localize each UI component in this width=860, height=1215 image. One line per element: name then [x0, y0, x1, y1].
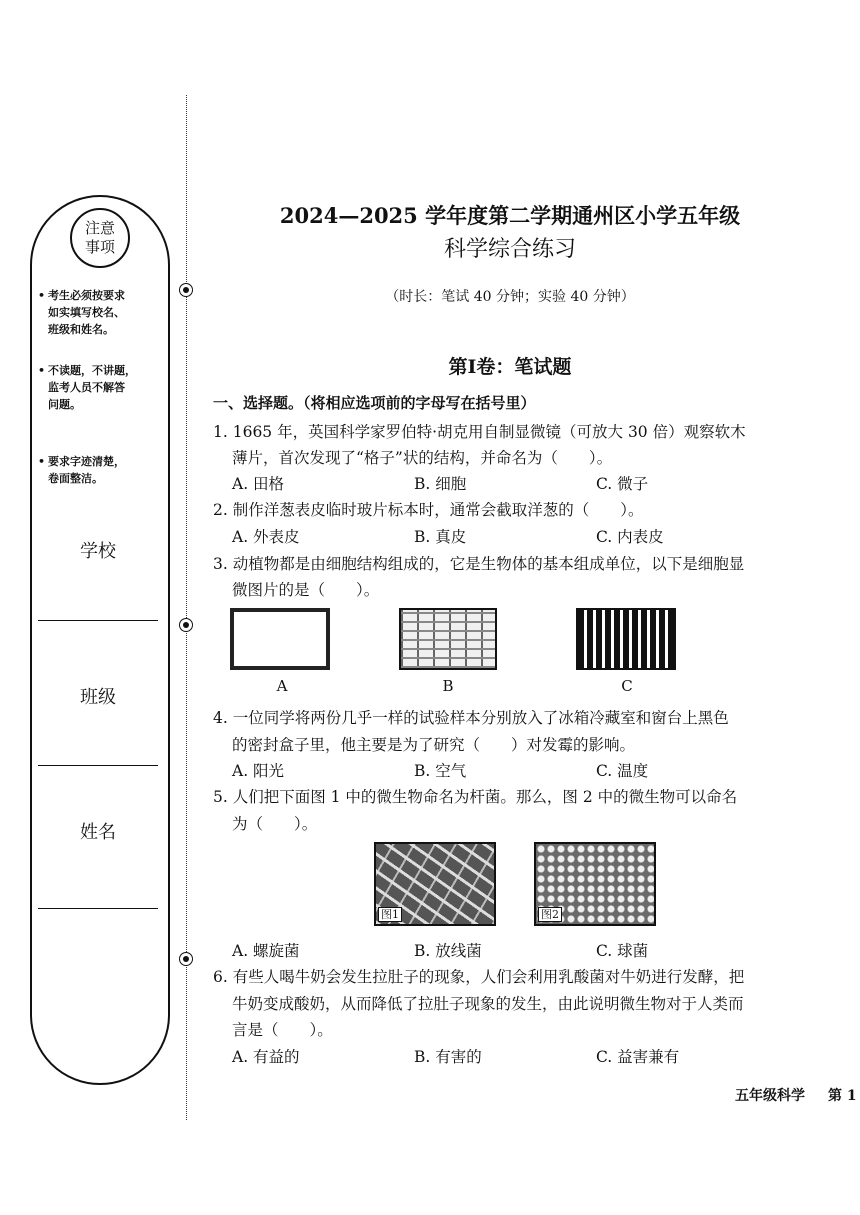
micrograph-a-image — [230, 608, 330, 670]
micrograph-b-image — [399, 608, 497, 670]
bullet: • — [38, 455, 46, 468]
notice-badge — [70, 208, 130, 268]
notice-title-line1: 注意 — [84, 219, 115, 237]
school-label: 学校 — [80, 541, 116, 562]
question-6-line-1: 6. 有些人喝牛奶会发生拉肚子的现象，人们会利用乳酸菌对牛奶进行发酵，把 — [213, 968, 745, 986]
class-field-line[interactable] — [38, 765, 158, 766]
image-label-c: C — [621, 677, 633, 695]
question-1-line-2: 薄片，首次发现了“格子”状的结构，并命名为（ ）。 — [232, 449, 613, 467]
micrograph-c-image — [576, 608, 676, 670]
note-line: 考生必须按要求 — [48, 289, 125, 302]
note-3 — [38, 453, 163, 487]
bullet: • — [38, 289, 46, 302]
q5-option-b: B. 放线菌 — [414, 942, 482, 960]
q1-option-a: A. 田格 — [232, 475, 285, 493]
figure-2-cocci-image — [534, 842, 656, 926]
question-3-line-1: 3. 动植物都是由细胞结构组成的，它是生物体的基本组成单位，以下是细胞显 — [213, 555, 745, 573]
note-1 — [38, 287, 163, 338]
binding-hole-icon — [179, 618, 193, 632]
q6-option-a: A. 有益的 — [232, 1048, 300, 1066]
q5-option-a: A. 螺旋菌 — [232, 942, 300, 960]
q1-option-c: C. 微子 — [596, 475, 649, 493]
q4-option-b: B. 空气 — [414, 762, 467, 780]
section-title: 第Ⅰ卷：笔试题 — [448, 356, 572, 378]
question-5-line-2: 为（ ）。 — [232, 815, 318, 833]
binding-hole-icon — [179, 283, 193, 297]
figure-2-tag: 图2 — [538, 907, 562, 922]
q2-option-a: A. 外表皮 — [232, 528, 300, 546]
note-line: 班级和姓名。 — [48, 323, 114, 336]
image-label-a: A — [276, 677, 288, 695]
image-label-b: B — [442, 677, 454, 695]
class-label: 班级 — [80, 687, 116, 708]
note-line: 监考人员不解答 — [48, 381, 125, 394]
figure-1-bacilli-image — [374, 842, 496, 926]
notice-title-line2: 事项 — [84, 238, 115, 256]
q4-option-c: C. 温度 — [596, 762, 649, 780]
note-line: 卷面整洁。 — [48, 472, 103, 485]
question-4-line-1: 4. 一位同学将两份几乎一样的试验样本分别放入了冰箱冷藏室和窗台上黑色 — [213, 709, 729, 727]
exam-title: 2024—2025 学年度第二学期通州区小学五年级 — [279, 203, 741, 228]
question-4-line-2: 的密封盒子里，他主要是为了研究（ ）对发霉的影响。 — [232, 736, 636, 754]
q6-option-b: B. 有害的 — [414, 1048, 482, 1066]
name-label: 姓名 — [80, 822, 116, 843]
footer-page-number: 第 1 — [828, 1088, 857, 1104]
bullet: • — [38, 364, 46, 377]
q2-option-c: C. 内表皮 — [596, 528, 664, 546]
q5-option-c: C. 球菌 — [596, 942, 649, 960]
question-3-line-2: 微图片的是（ ）。 — [232, 581, 380, 599]
q4-option-a: A. 阳光 — [232, 762, 285, 780]
part-heading: 一、选择题。（将相应选项前的字母写在括号里） — [213, 394, 536, 412]
footer-subject: 五年级科学 — [735, 1088, 805, 1104]
q1-option-b: B. 细胞 — [414, 475, 467, 493]
question-6-line-3: 言是（ ）。 — [232, 1021, 333, 1039]
q6-option-c: C. 益害兼有 — [596, 1048, 680, 1066]
note-2 — [38, 362, 163, 413]
question-1-line-1: 1. 1665 年，英国科学家罗伯特·胡克用自制显微镜（可放大 30 倍）观察软木 — [213, 423, 746, 441]
note-line: 不读题，不讲题， — [48, 364, 136, 377]
figure-1-tag: 图1 — [378, 907, 402, 922]
question-5-line-1: 5. 人们把下面图 1 中的微生物命名为杆菌。那么，图 2 中的微生物可以命名 — [213, 788, 738, 806]
binding-hole-icon — [179, 952, 193, 966]
note-line: 如实填写校名、 — [48, 306, 125, 319]
note-line: 问题。 — [48, 398, 81, 411]
note-line: 要求字迹清楚， — [48, 455, 125, 468]
name-field-line[interactable] — [38, 908, 158, 909]
question-6-line-2: 牛奶变成酸奶，从而降低了拉肚子现象的发生，由此说明微生物对于人类而 — [232, 995, 744, 1013]
school-field-line[interactable] — [38, 620, 158, 621]
exam-duration: （时长：笔试 40 分钟；实验 40 分钟） — [385, 289, 635, 305]
binding-dotted-line — [186, 95, 187, 1120]
q2-option-b: B. 真皮 — [414, 528, 467, 546]
question-2-line-1: 2. 制作洋葱表皮临时玻片标本时，通常会截取洋葱的（ ）。 — [213, 501, 644, 519]
exam-subtitle: 科学综合练习 — [443, 237, 576, 262]
